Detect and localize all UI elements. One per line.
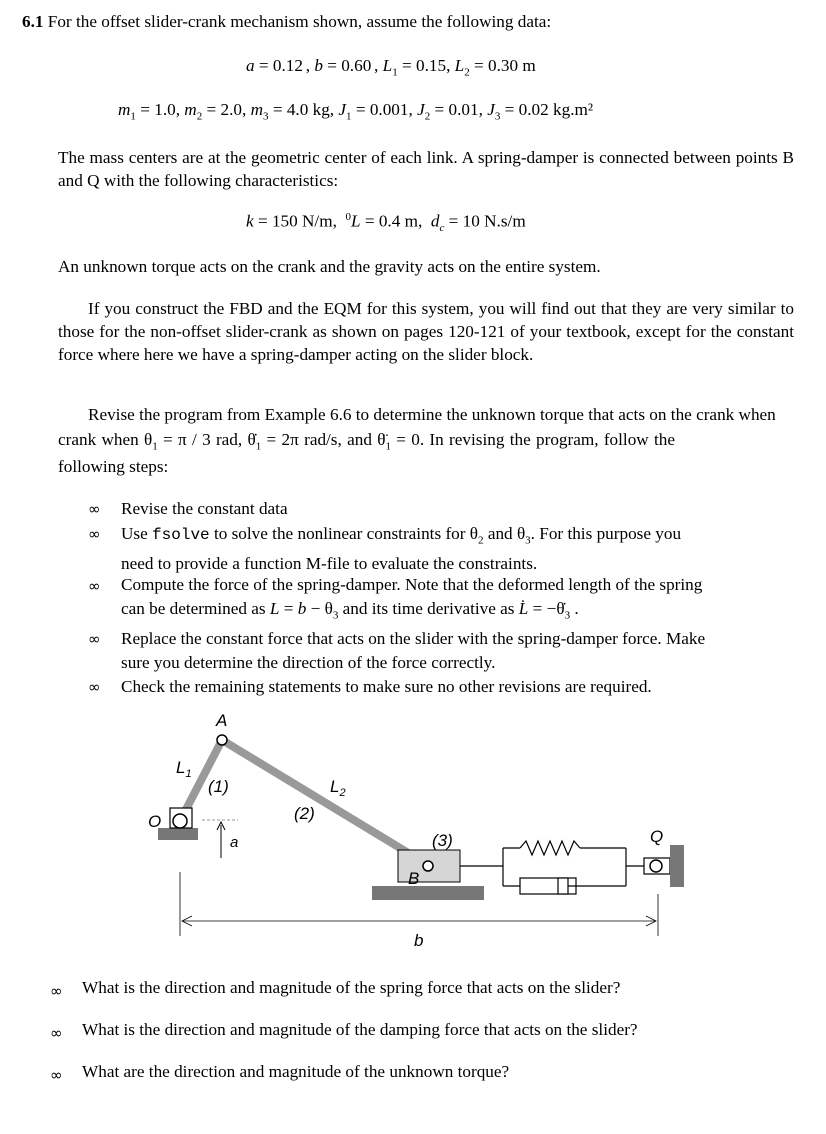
- label-link-2: (2): [294, 804, 315, 823]
- label-link-3: (3): [432, 831, 453, 850]
- problem-number: 6.1: [22, 12, 44, 31]
- cond-theta: = π / 3 rad,: [163, 430, 243, 449]
- inertia-unit: kg.m²: [553, 100, 594, 119]
- bullet-icon: ∞: [88, 525, 101, 543]
- step-2-text-d: . For this purpose you: [530, 524, 682, 543]
- value-m1: 1.0: [154, 100, 176, 119]
- revise-line-3: following steps:: [58, 457, 169, 476]
- question-1: What is the direction and magnitude of the spring force that acts on the slider?: [82, 978, 621, 997]
- bullet-icon: ∞: [88, 500, 101, 518]
- bullet-icon: ∞: [88, 678, 101, 696]
- value-a: 0.12: [272, 56, 303, 75]
- pivot-Q: [650, 860, 662, 872]
- value-m2: 2.0: [220, 100, 242, 119]
- mass-unit: kg: [312, 100, 330, 119]
- label-B: B: [408, 869, 420, 888]
- question-3: What are the direction and magnitude of the unknown torque?: [82, 1062, 510, 1081]
- L0-unit: m: [404, 211, 418, 231]
- label-link-1: (1): [208, 777, 229, 796]
- problem-intro: For the offset slider-crank mechanism shown, assume the following data:: [47, 12, 552, 31]
- given-lengths: a = 0.12 , b = 0.60 , $L_1 = 0.15$, $L_2 = 0.30$ m: [246, 56, 536, 79]
- value-dc: 10: [462, 211, 480, 231]
- step-4-text-a: Replace the constant force that acts on the slider with the spring-damper force. Make: [121, 629, 706, 648]
- slider-ground: [372, 886, 484, 900]
- step-5: Check the remaining statements to make sure no other revisions are required.: [121, 677, 652, 696]
- problem-heading: [22, 12, 551, 32]
- dc-unit: N.s/m: [484, 211, 526, 231]
- value-J1: 0.001: [369, 100, 409, 119]
- step-3-text-a: Compute the force of the spring-damper. Note that the deformed length of the spring: [121, 575, 703, 594]
- pin-A: [217, 735, 227, 745]
- cond-theta-ddot: = 0. In revising the program, follow the: [396, 430, 675, 449]
- spring-characteristics: k = 150 N/m, $^0$L = 0.4 m, $d_c = 10$ N.s/m: [246, 211, 526, 235]
- code-fsolve: fsolve: [152, 526, 210, 544]
- step-2-text-c: and: [487, 524, 513, 543]
- coupler-link: [222, 740, 428, 865]
- label-Q: Q: [650, 827, 664, 846]
- step-1: Revise the constant data: [121, 499, 288, 518]
- damper-piston: [558, 878, 568, 894]
- slider-crank-diagram: [0, 700, 826, 960]
- label-O: O: [148, 812, 162, 831]
- label-A: A: [216, 711, 228, 730]
- cond-theta-dot: = 2π rad/s, and: [266, 430, 372, 449]
- k-unit: N/m: [302, 211, 333, 231]
- step-2-text-e: need to provide a function M-file to evaluate the constraints.: [121, 554, 538, 574]
- revise-line-2: crank when $\theta_1 = \pi / 3$ rad, $\thetȧ_1 = 2\pi$ rad/s, and $\thetä_1 = 0$. In revising the program, follow the: [58, 430, 675, 453]
- length-unit: m: [522, 56, 536, 75]
- value-b: 0.60: [341, 56, 372, 75]
- revise-line-1: [88, 405, 776, 425]
- value-k: 150: [271, 211, 298, 231]
- step-3-text-b: can be determined as: [121, 599, 266, 618]
- step-3-text-c: and its time derivative as: [342, 599, 515, 618]
- torque-sentence: An unknown torque acts on the crank and the gravity acts on the entire system.: [58, 257, 601, 276]
- pin-B: [423, 861, 433, 871]
- value-L2: 0.30: [488, 56, 519, 75]
- label-L2: $L_2$: [330, 777, 346, 799]
- wall-Q: [670, 845, 684, 887]
- value-L1: 0.15: [415, 56, 447, 75]
- bullet-icon: ∞: [88, 630, 101, 648]
- value-J3: 0.02: [518, 100, 549, 119]
- label-a: a: [230, 834, 239, 851]
- given-masses: $m_1 = 1.0$, $m_2 = 2.0$, $m_3 = 4.0$ kg, $J_1 = 0.001$, $J_2 = 0.01$, $J_3 = 0.02$ kg.m²: [118, 100, 594, 123]
- spring: [520, 841, 580, 855]
- step-3: Compute the force of the spring-damper. Note that the deformed length of the spring can be determined as $L = b - \theta_3$ and its time derivative as L̇ = $-\thetȧ_3$ .: [121, 573, 796, 627]
- mass-centers-paragraph: The mass centers are at the geometric center of each link. A spring-damper is connected between points B and Q with the following characteristics:: [58, 148, 794, 190]
- value-J2: 0.01: [448, 100, 479, 119]
- value-m3: 4.0: [286, 100, 309, 119]
- revise-text-1: Revise the program from Example 6.6 to determine the unknown torque that acts on the crank when: [88, 405, 776, 424]
- bullet-icon: ∞: [50, 1066, 63, 1084]
- step-4: [121, 627, 796, 675]
- step-2-text-a: Use: [121, 524, 148, 543]
- fbd-paragraph: If you construct the FBD and the EQM for this system, you will find out that they are very similar to those for the non-offset slider-crank as shown on pages 120-121 of your textbook, except for the constant force where here we have a spring-damper acting on the slider block.: [58, 299, 794, 364]
- question-2: What is the direction and magnitude of the damping force that acts on the slider?: [82, 1020, 638, 1039]
- bullet-icon: ∞: [50, 1024, 63, 1042]
- ground-O: [158, 828, 198, 840]
- value-L0: 0.4: [378, 211, 401, 231]
- pivot-O: [173, 814, 187, 828]
- label-b: b: [414, 931, 424, 950]
- step-2-text-b: to solve the nonlinear constraints for: [213, 524, 466, 543]
- label-L1: $L_1$: [176, 758, 192, 780]
- bullet-icon: ∞: [88, 577, 101, 595]
- step-4-text-b: sure you determine the direction of the force correctly.: [121, 653, 496, 672]
- bullet-icon: ∞: [50, 982, 63, 1000]
- step-2: Use fsolve to solve the nonlinear constraints for $\theta_2$ and $\theta_3$. For this purpose you need to provide a function M-file to evaluate the constraints.: [121, 522, 796, 576]
